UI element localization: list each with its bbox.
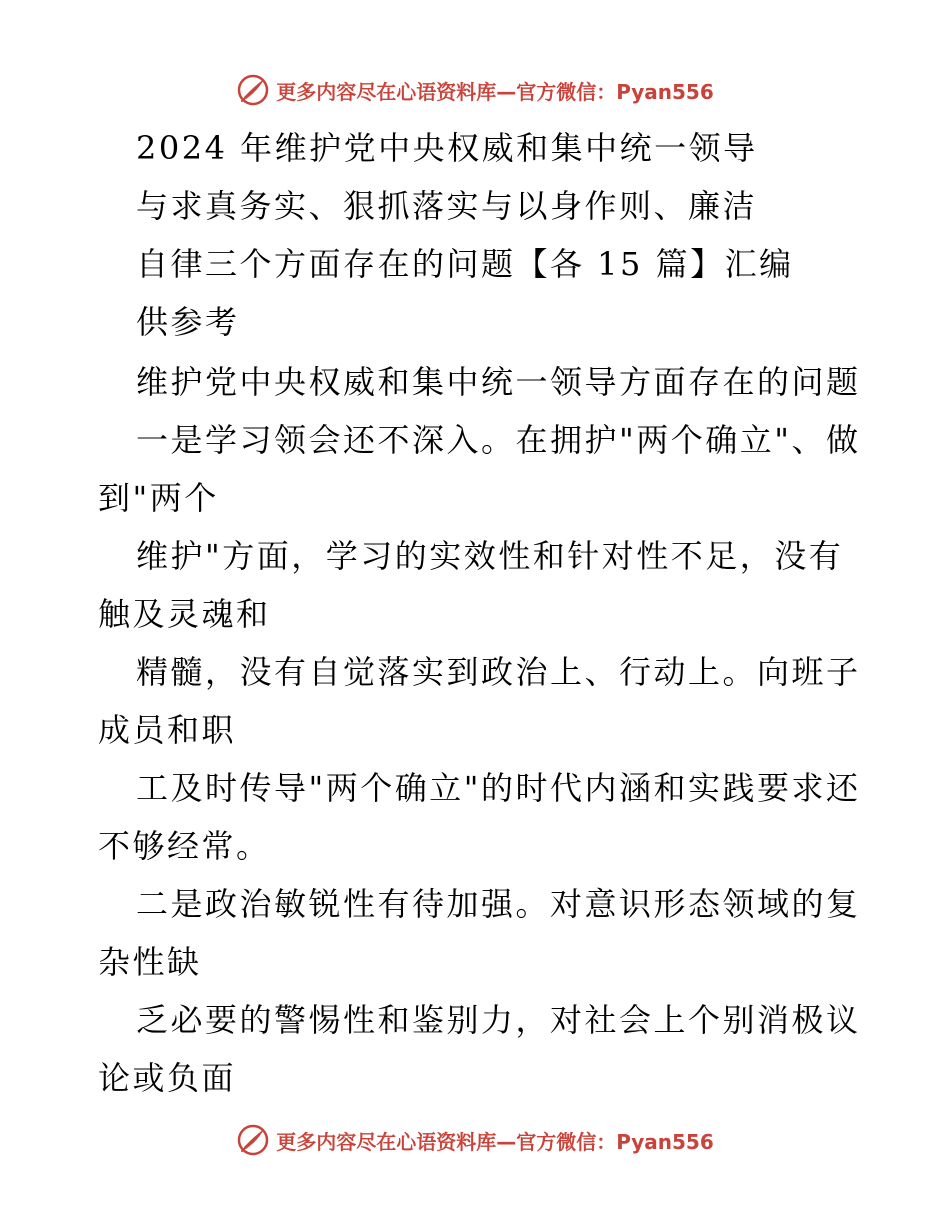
body-line: 论或负面	[98, 1059, 237, 1097]
footer-watermark	[0, 1120, 950, 1160]
body-line: 一是学习领会还不深入。在拥护"两个确立"、做	[136, 421, 861, 459]
body-line: 二是政治敏锐性有待加强。对意识形态领域的复	[136, 885, 861, 923]
body-line: 到"两个	[98, 479, 219, 517]
body-line: 杂性缺	[98, 943, 202, 981]
body-line: 成员和职	[98, 711, 237, 749]
watermark-text: 更多内容尽在心语资料库—官方微信：Pyan556	[276, 1129, 714, 1154]
title-line-2: 与求真务实、狠抓落实与以身作则、廉洁	[136, 187, 758, 225]
title-line-1: 2024 年维护党中央权威和集中统一领导	[136, 129, 758, 167]
quill-logo-icon	[236, 1123, 270, 1157]
body-line: 工及时传导"两个确立"的时代内涵和实践要求还	[136, 769, 861, 807]
body-line: 维护"方面，学习的实效性和针对性不足，没有	[136, 537, 844, 575]
title-line-3: 自律三个方面存在的问题【各 15 篇】汇编	[136, 245, 794, 283]
body-line: 精髓，没有自觉落实到政治上、行动上。向班子	[136, 653, 861, 691]
title-line-4: 供参考	[136, 303, 240, 341]
body-line: 触及灵魂和	[98, 595, 271, 633]
header-watermark	[0, 70, 950, 110]
body-line: 不够经常。	[98, 827, 271, 865]
quill-logo-icon	[236, 73, 270, 107]
section-heading: 维护党中央权威和集中统一领导方面存在的问题	[136, 363, 861, 401]
watermark-text: 更多内容尽在心语资料库—官方微信：Pyan556	[276, 79, 714, 104]
body-line: 乏必要的警惕性和鉴别力，对社会上个别消极议	[136, 1001, 861, 1039]
